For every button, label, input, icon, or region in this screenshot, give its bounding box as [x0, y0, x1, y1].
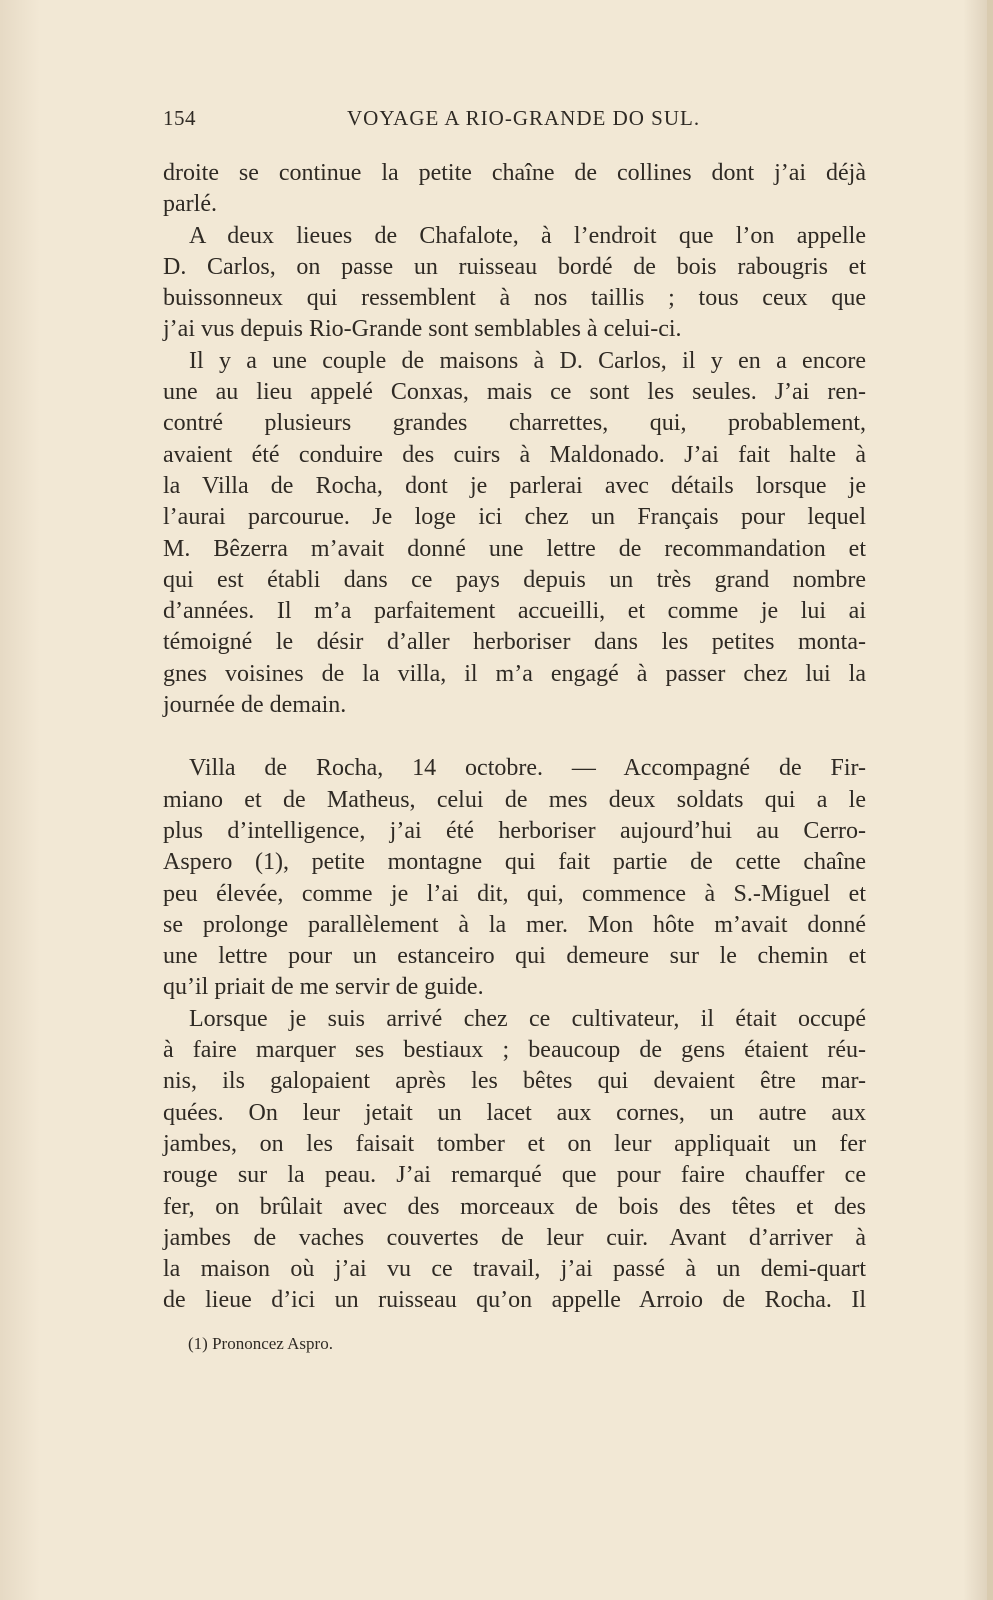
text-line: peu élevée, comme je l’ai dit, qui, commence à S.-Miguel et — [163, 880, 866, 907]
text-line: la Villa de Rocha, dont je parlerai avec détails lorsque je — [163, 472, 866, 499]
text-line: jambes de vaches couvertes de leur cuir. Avant d’arriver à — [163, 1224, 866, 1251]
text-line: j’ai vus depuis Rio-Grande sont semblables à celui-ci. — [163, 316, 682, 343]
text-line: rouge sur la peau. J’ai remarqué que pour faire chauffer ce — [163, 1162, 866, 1189]
paragraph — [163, 346, 866, 722]
running-title: VOYAGE A RIO-GRANDE DO SUL. — [347, 106, 701, 130]
text-line: Aspero (1), petite montagne qui fait partie de cette chaîne — [163, 849, 866, 876]
text-line: se prolonge parallèlement à la mer. Mon hôte m’avait donné — [163, 911, 866, 938]
text-line: parlé. — [163, 191, 217, 218]
text-line: journée de demain. — [163, 692, 347, 719]
text-line: A deux lieues de Chafalote, à l’endroit que l’on appelle — [189, 222, 866, 249]
page-header — [163, 106, 866, 136]
dated-entry-heading-line: Villa de Rocha, 14 octobre. — Accompagné de Fir- — [189, 755, 866, 782]
text-line: d’années. Il m’a parfaitement accueilli, et comme je lui ai — [163, 598, 866, 625]
text-line: l’aurai parcourue. Je loge ici chez un Français pour lequel — [163, 504, 866, 531]
text-line: plus d’intelligence, j’ai été herboriser aujourd’hui au Cerro- — [163, 817, 866, 844]
text-line: Il y a une couple de maisons à D. Carlos, il y en a encore — [189, 347, 866, 374]
text-line: une lettre pour un estanceiro qui demeure sur le chemin et — [163, 943, 866, 970]
text-line: qui est établi dans ce pays depuis un très grand nombre — [163, 566, 866, 593]
text-line: droite se continue la petite chaîne de collines dont j’ai déjà — [163, 160, 866, 186]
text-line: de lieue d’ici un ruisseau qu’on appelle Arroio de Rocha. Il — [163, 1287, 866, 1314]
paragraph — [163, 753, 866, 1003]
text-line: à faire marquer ses bestiaux ; beaucoup de gens étaient réu- — [163, 1037, 866, 1064]
footnote: (1) Prononcez Aspro. — [188, 1334, 333, 1353]
text-line: Lorsque je suis arrivé chez ce cultivateur, il était occupé — [189, 1005, 866, 1032]
text-line: quées. On leur jetait un lacet aux cornes, un autre aux — [163, 1099, 866, 1126]
text-line: D. Carlos, on passe un ruisseau bordé de bois rabougris et — [163, 253, 866, 280]
section-break — [163, 721, 866, 753]
text-line: témoigné le désir d’aller herboriser dans les petites monta- — [163, 629, 866, 656]
text-line: miano et de Matheus, celui de mes deux soldats qui a le — [163, 786, 866, 813]
text-line: M. Bêzerra m’avait donné une lettre de recommandation et — [163, 535, 866, 562]
page-edge-shadow — [987, 0, 993, 1600]
main-text — [163, 158, 866, 1317]
text-line: gnes voisines de la villa, il m’a engagé à passer chez lui la — [163, 660, 866, 687]
text-line: buissonneux qui ressemblent à nos taillis ; tous ceux que — [163, 285, 866, 312]
paragraph — [163, 158, 866, 221]
text-line: la maison où j’ai vu ce travail, j’ai passé à un demi-quart — [163, 1256, 866, 1283]
text-line: une au lieu appelé Conxas, mais ce sont les seules. J’ai ren- — [163, 379, 866, 406]
text-line: contré plusieurs grandes charrettes, qui, probablement, — [163, 410, 866, 437]
text-line: avaient été conduire des cuirs à Maldonado. J’ai fait halte à — [163, 441, 866, 468]
text-line: nis, ils galopaient après les bêtes qui devaient être mar- — [163, 1068, 866, 1095]
text-line: fer, on brûlait avec des morceaux de bois des têtes et des — [163, 1193, 866, 1220]
paragraph — [163, 1004, 866, 1317]
text-line: qu’il priait de me servir de guide. — [163, 974, 484, 1001]
footnote-separator — [163, 1322, 866, 1323]
text-line: jambes, on les faisait tomber et on leur appliquait un fer — [163, 1130, 866, 1157]
page-number: 154 — [163, 106, 196, 130]
paragraph — [163, 221, 866, 346]
